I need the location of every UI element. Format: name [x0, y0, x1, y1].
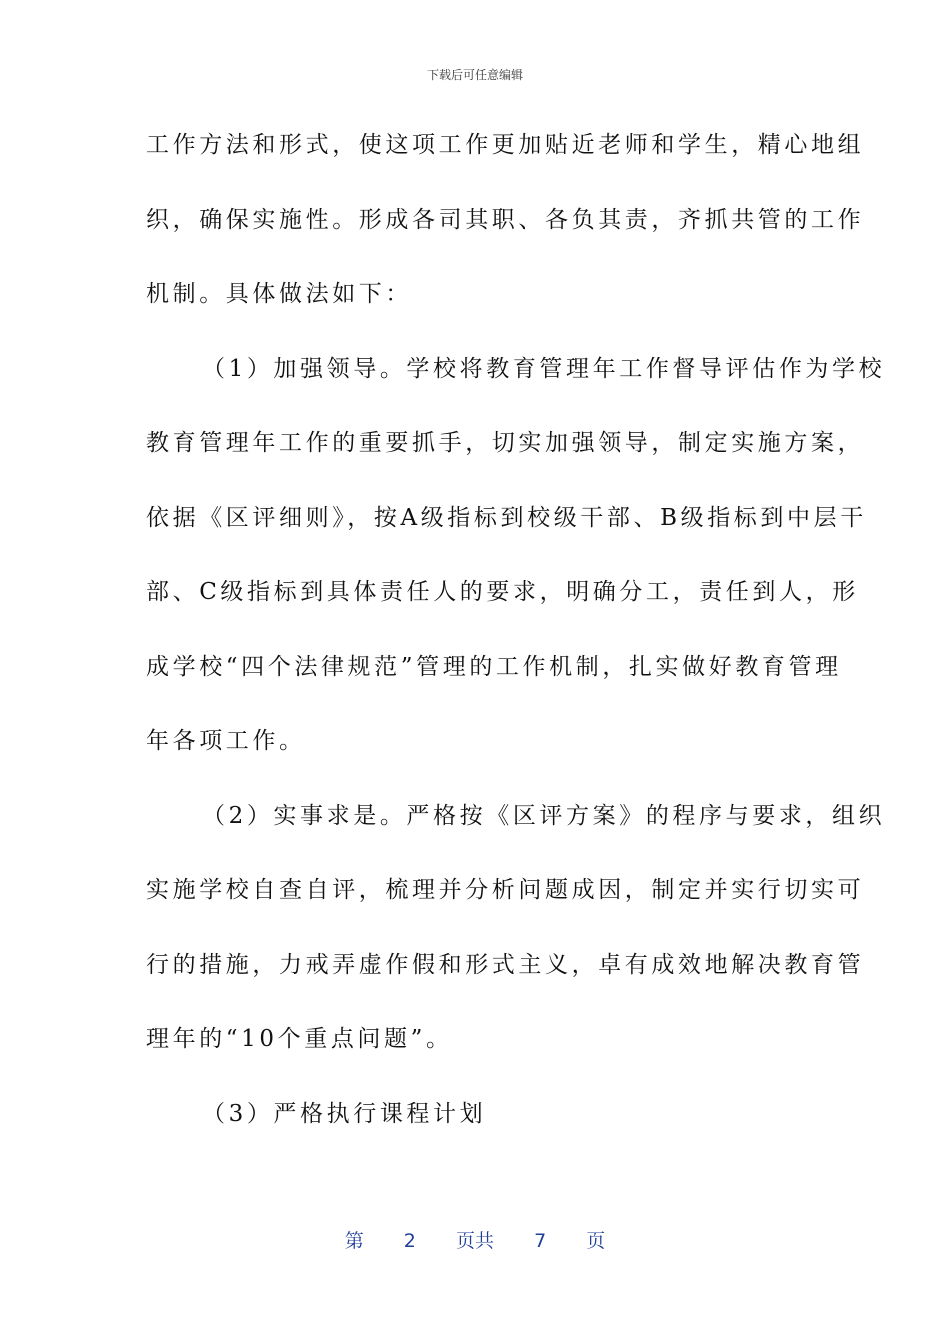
- paragraph-line: （2）实事求是。严格按《区评方案》的程序与要求，组织: [202, 802, 886, 829]
- page-header: 下载后可任意编辑: [426, 68, 523, 82]
- paragraph-line: 依据《区评细则》，按A级指标到校级干部、B级指标到中层干: [146, 504, 867, 531]
- paragraph-line: 行的措施，力戒弄虚作假和形式主义，卓有成效地解决教育管: [146, 951, 865, 978]
- footer-suffix: 页: [586, 1230, 606, 1252]
- paragraph-line: 机制。具体做法如下：: [146, 281, 412, 307]
- total-page-count: 7: [534, 1230, 547, 1252]
- paragraph-line: 教育管理年工作的重要抓手，切实加强领导，制定实施方案，: [146, 430, 865, 456]
- paragraph-line: 年各项工作。: [146, 728, 306, 754]
- current-page-number: 2: [403, 1230, 416, 1252]
- footer-mid: 页共: [455, 1230, 494, 1252]
- paragraph-line: 实施学校自查自评，梳理并分析问题成因，制定并实行切实可: [146, 877, 865, 903]
- paragraph-line: 成学校“四个法律规范”管理的工作机制，扎实做好教育管理: [146, 653, 842, 680]
- page-footer: [0, 1226, 950, 1253]
- paragraph-line: 工作方法和形式，使这项工作更加贴近老师和学生，精心地组: [146, 132, 865, 158]
- paragraph-line: 部、C级指标到具体责任人的要求，明确分工，责任到人，形: [146, 579, 859, 605]
- paragraph-line: 理年的“10个重点问题”。: [146, 1026, 453, 1052]
- paragraph-line: （1）加强领导。学校将教育管理年工作督导评估作为学校: [202, 355, 886, 382]
- document-body: [146, 124, 886, 1167]
- footer-prefix: 第: [344, 1230, 364, 1252]
- paragraph-line: 织，确保实施性。形成各司其职、各负其责，齐抓共管的工作: [146, 206, 865, 233]
- paragraph-line: （3）严格执行课程计划: [202, 1100, 487, 1127]
